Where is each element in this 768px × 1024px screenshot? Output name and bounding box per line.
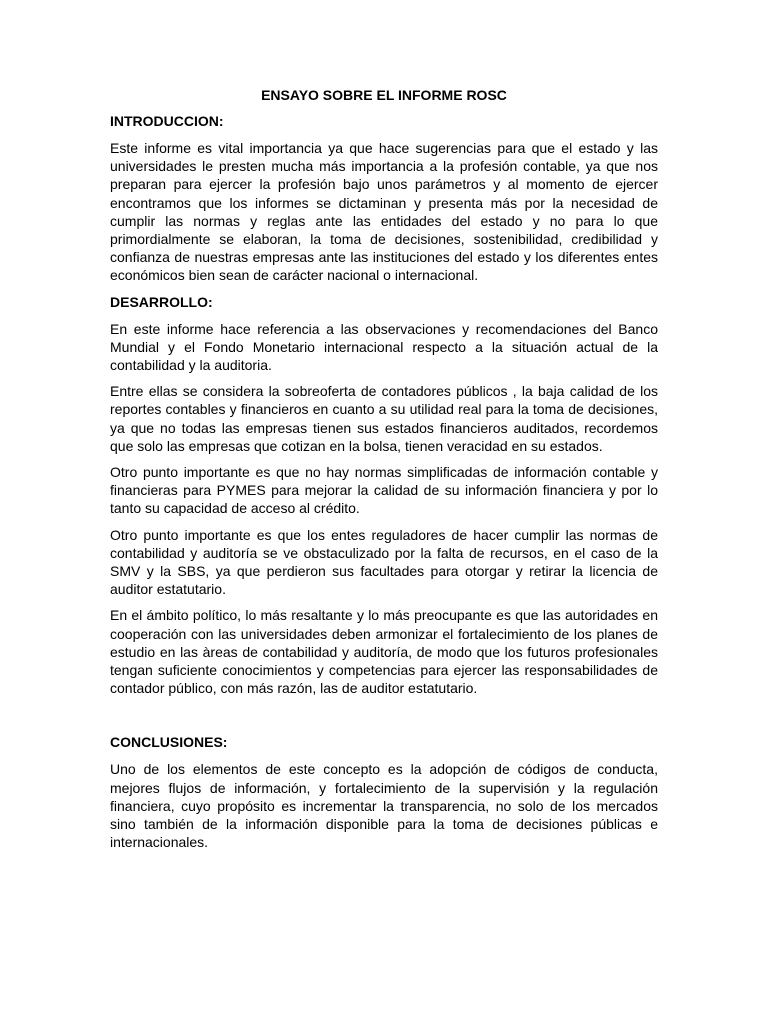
conclusiones-paragraph: Uno de los elementos de este concepto es la adopción de códigos de conducta, mejores flujos de información, y fortalecimiento de la supervisión y la regulación financiera, cuyo propósito es incrementar la transparencia, no solo de los mercados sino también de la información disponible para la toma de decisiones públicas e internacionales. — [110, 761, 658, 851]
section-heading-introduccion: INTRODUCCION: — [110, 113, 224, 129]
document-title: ENSAYO SOBRE EL INFORME ROSC — [261, 87, 507, 103]
desarrollo-paragraph-5: En el ámbito político, lo más resaltante y lo más preocupante es que las autoridades en cooperación con las universidades deben armonizar el fortalecimiento de los planes de estudio en las àreas de contabilidad y auditoría, de modo que los futuros profesionales tengan suficiente conocimientos y competencias para ejercer las responsabilidades de contador público, con más razón, las de auditor estatutario. — [110, 607, 658, 697]
document-page — [110, 86, 658, 860]
desarrollo-paragraph-3: Otro punto importante es que no hay normas simplificadas de información contable y financieras para PYMES para mejorar la calidad de su información financiera y por lo tanto su capacidad de acceso al crédito. — [110, 464, 658, 517]
desarrollo-paragraph-1: En este informe hace referencia a las observaciones y recomendaciones del Banco Mundial y el Fondo Monetario internacional respecto a la situación actual de la contabilidad y la auditoria. — [110, 320, 658, 374]
section-spacer — [110, 705, 658, 733]
section-heading-conclusiones: CONCLUSIONES: — [110, 734, 228, 751]
desarrollo-paragraph-2: Entre ellas se considera la sobreoferta de contadores públicos , la baja calidad de los reportes contables y financieros en cuanto a su utilidad real para la toma de decisiones, ya que no todas las empresas tienen sus estados financieros auditados, recordemos que solo las empresas que cotizan en la bolsa, tienen veracidad en su estados. — [110, 383, 658, 454]
desarrollo-paragraph-4: Otro punto importante es que los entes reguladores de hacer cumplir las normas de contabilidad y auditoría se ve obstaculizado por la falta de recursos, en el caso de la SMV y la SBS, ya que perdieron sus facultades para otorgar y retirar la licencia de auditor estatutario. — [110, 526, 658, 598]
section-heading-desarrollo: DESARROLLO: — [110, 293, 213, 310]
introduccion-paragraph: Este informe es vital importancia ya que hace sugerencias para que el estado y las universidades le presten mucha más importancia a la profesión contable, ya que nos preparan para ejercer la profesión bajo unos parámetros y al momento de ejercer encontramos que los informes se dictaminan y presenta más por la necesidad de cumplir las normas y reglas ante las entidades del estado y no para lo que primordialmente se elaboran, la toma de decisiones, sostenibilidad, credibilidad y confianza de nuestras empresas ante las instituciones del estado y los diferentes entes económicos bien sean de carácter nacional o internacional. — [110, 140, 658, 284]
